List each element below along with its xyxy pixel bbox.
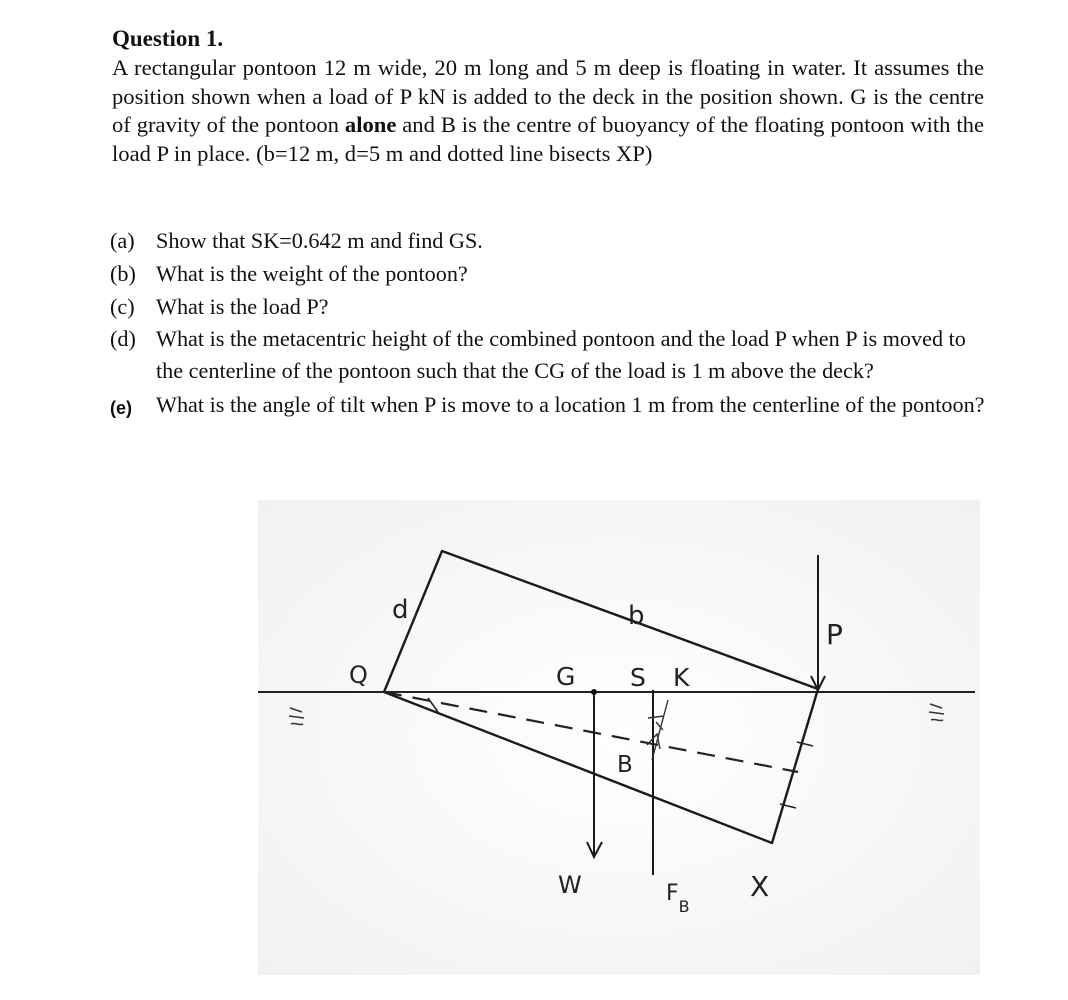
intro-text-part1: A rectangular pontoon 12 m wide, 20 m long and 5 m deep is floating in water. It assumes the position shown when a load of P kN is added to the deck in the position shown. G is the centre of gravity of the pontoon bbox=[112, 55, 984, 138]
label-fb-main: F bbox=[666, 881, 679, 906]
question-part-d bbox=[110, 323, 986, 387]
label-k: K bbox=[673, 663, 690, 692]
part-label: (e) bbox=[110, 398, 132, 418]
part-text: What is the load P? bbox=[156, 294, 329, 319]
question-part-e bbox=[110, 389, 986, 421]
pontoon-diagram-svg bbox=[258, 500, 980, 975]
part-label: (b) bbox=[110, 261, 136, 286]
label-b-point: B bbox=[617, 752, 633, 778]
label-s: S bbox=[630, 663, 646, 692]
part-label: (d) bbox=[110, 326, 136, 351]
intro-emphasis-alone: alone bbox=[344, 112, 397, 138]
question-title: Question 1. bbox=[112, 26, 224, 51]
part-text: What is the angle of tilt when P is move to a location 1 m from the centerline of the pontoon? bbox=[156, 392, 985, 417]
question-intro bbox=[112, 54, 984, 168]
part-text: Show that SK=0.642 m and find GS. bbox=[156, 228, 483, 253]
label-w: W bbox=[558, 871, 582, 899]
question-part-b bbox=[110, 257, 986, 290]
part-text: What is the weight of the pontoon? bbox=[156, 261, 468, 286]
question-part-a bbox=[110, 224, 986, 257]
label-q: Q bbox=[349, 661, 368, 689]
label-g: G bbox=[556, 662, 576, 691]
label-x: X bbox=[750, 870, 770, 903]
part-text: What is the metacentric height of the combined pontoon and the load P when P is moved to the centerline of the pontoon such that the CG of the load is 1 m above the deck? bbox=[156, 326, 966, 383]
label-b: b bbox=[628, 601, 645, 631]
intro-text-part2: and B is the centre of buoyancy of the floating pontoon with the load P in place. (b=12 m, d=5 m and dotted line bisects XP) bbox=[112, 112, 984, 166]
question-parts-list bbox=[110, 224, 986, 421]
question-part-c bbox=[110, 290, 986, 323]
part-label: (a) bbox=[110, 228, 135, 253]
label-d: d bbox=[392, 595, 409, 625]
pontoon-diagram bbox=[258, 500, 980, 975]
label-fb-subscript: B bbox=[678, 897, 690, 916]
label-p: P bbox=[826, 618, 843, 651]
part-label: (c) bbox=[110, 294, 135, 319]
point-g bbox=[591, 689, 597, 695]
